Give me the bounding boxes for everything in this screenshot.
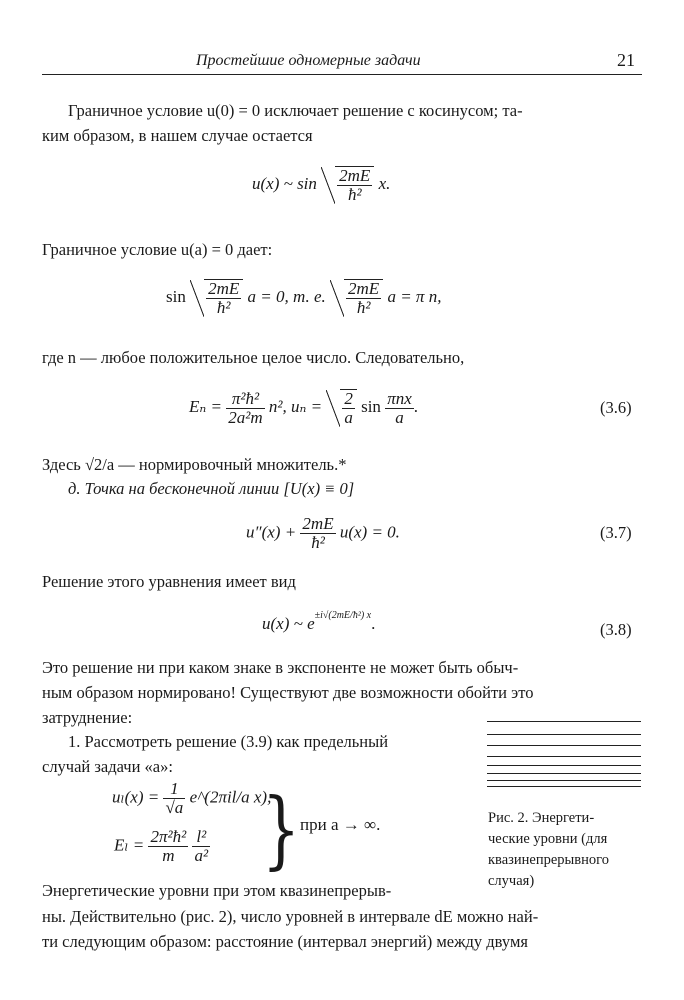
caption-line-4: случая)	[488, 873, 535, 889]
equation-El	[114, 828, 210, 865]
running-header-title: Простейшие одномерные задачи	[196, 52, 421, 69]
paragraph-9-line-3: ти следующим образом: расстояние (интервал энергий) между двумя	[42, 932, 528, 951]
sin-label: sin	[166, 286, 186, 306]
caption-line-1: Рис. 2. Энергети-	[488, 810, 595, 826]
period: .	[371, 614, 376, 633]
numerator: πnx	[387, 388, 412, 408]
paragraph-6: Решение этого уравнения имеет вид	[42, 572, 296, 591]
energy-level-line	[487, 786, 641, 787]
energy-level-line	[487, 756, 641, 757]
sin-label: sin	[361, 396, 381, 416]
numerator: 2mE	[339, 166, 371, 185]
energy-level-line	[487, 780, 641, 781]
equation-boundary-mid: a = 0, т. е.	[247, 286, 326, 306]
fraction	[337, 167, 372, 204]
paragraph-7-line-1: Это решение ни при каком знаке в экспоненте не может быть обыч-	[42, 658, 519, 677]
paragraph-4: Здесь √2/a — нормировочный множитель.*	[42, 455, 347, 474]
limit-condition: при a → ∞.	[300, 815, 381, 834]
fraction	[206, 280, 241, 317]
energy-level-line	[487, 765, 641, 766]
energy-level-line	[487, 773, 641, 774]
paragraph-7-line-2: ным образом нормировано! Существуют две возможности обойти это	[42, 683, 534, 702]
equation-ul	[112, 780, 271, 817]
energy-level-line	[487, 745, 641, 746]
paragraph-9-line-1: Энергетические уровни при этом квазинепрерыв-	[42, 881, 392, 900]
page-number: 21	[617, 50, 635, 70]
denominator: ħ²	[347, 185, 362, 204]
fraction	[342, 390, 355, 427]
ul-lhs: uₗ(x) =	[112, 787, 160, 807]
fraction	[192, 828, 210, 865]
equation-number-3-7: (3.7)	[600, 523, 632, 542]
sqrt-sign	[340, 389, 357, 427]
numerator: 2mE	[302, 514, 334, 533]
sqrt-sign	[344, 279, 383, 317]
denominator: a	[395, 407, 404, 427]
paragraph-2: Граничное условие u(a) = 0 дает:	[42, 240, 273, 259]
paragraph-9-line-2: ны. Действительно (рис. 2), число уровней в интервале dE можно най-	[42, 907, 539, 926]
paragraph-1-line-1: Граничное условие u(0) = 0 исключает решение с косинусом; та-	[68, 101, 523, 120]
caption-line-3: квазинепрерывного	[488, 852, 609, 868]
equation-number-3-8: (3.8)	[600, 620, 632, 639]
header-rule	[42, 74, 642, 75]
energy-lhs: Eₙ =	[189, 396, 222, 416]
ul-exponent: e^(2πil/a x),	[189, 787, 272, 807]
equation-3-7-lhs: u″(x) +	[246, 522, 297, 542]
fraction	[385, 390, 414, 427]
numerator: 2	[344, 389, 353, 408]
figure-energy-levels	[487, 715, 643, 795]
denominator: ħ²	[311, 533, 325, 552]
right-brace: }	[262, 781, 301, 879]
energy-level-line	[487, 734, 641, 735]
numerator: π²ħ²	[226, 390, 264, 409]
El-lhs: Eₗ =	[114, 835, 145, 855]
denominator: ħ²	[216, 298, 231, 317]
equation-3-8-lhs: u(x) ~ e	[262, 614, 315, 633]
equation-number-3-6: (3.6)	[600, 398, 632, 417]
denominator: 2a²m	[228, 407, 263, 427]
denominator: √a	[165, 798, 184, 817]
sqrt-sign	[204, 279, 243, 317]
fraction	[148, 828, 188, 865]
paragraph-1-line-2: ким образом, в нашем случае остается	[42, 126, 313, 145]
paragraph-8-line-2: случай задачи «а»:	[42, 757, 173, 776]
fraction	[226, 390, 264, 427]
equation-boundary-tail: a = π n,	[387, 286, 442, 306]
denominator: a²	[194, 846, 209, 865]
paragraph-3: где n — любое положительное целое число. Следовательно,	[42, 348, 465, 367]
equation-3-7-tail: u(x) = 0.	[339, 522, 400, 542]
numerator: 2mE	[348, 279, 380, 298]
figure-caption	[488, 808, 646, 892]
denominator: a	[344, 408, 353, 427]
section-heading-d: д. Точка на бесконечной линии [U(x) ≡ 0]	[68, 479, 355, 498]
equation-3-6	[189, 389, 418, 427]
fraction	[163, 780, 185, 817]
numerator: l²	[192, 828, 210, 847]
numerator: 2π²ħ²	[150, 827, 187, 846]
paragraph-8-line-1: 1. Рассмотреть решение (3.9) как предельный	[68, 732, 389, 751]
numerator: 2mE	[208, 279, 240, 298]
equation-u-sin	[252, 166, 390, 204]
period: .	[413, 396, 418, 416]
equation-u-lhs: u(x) ~ sin	[252, 173, 317, 193]
exponent: ±i√(2mE/ħ²) x	[314, 610, 372, 622]
equation-3-7	[246, 515, 400, 552]
energy-tail: n², uₙ =	[268, 396, 323, 416]
fraction	[300, 515, 335, 552]
paragraph-7-line-3: затруднение:	[42, 708, 133, 727]
equation-boundary	[166, 279, 441, 317]
denominator: ħ²	[356, 298, 371, 317]
denominator: m	[162, 846, 175, 865]
equation-u-tail: x.	[378, 173, 391, 193]
caption-line-2: ческие уровни (для	[488, 831, 608, 847]
fraction	[346, 280, 381, 317]
sqrt-sign	[335, 166, 374, 204]
equation-3-8	[262, 610, 376, 634]
energy-level-line	[487, 721, 641, 722]
numerator: 1	[163, 780, 185, 799]
